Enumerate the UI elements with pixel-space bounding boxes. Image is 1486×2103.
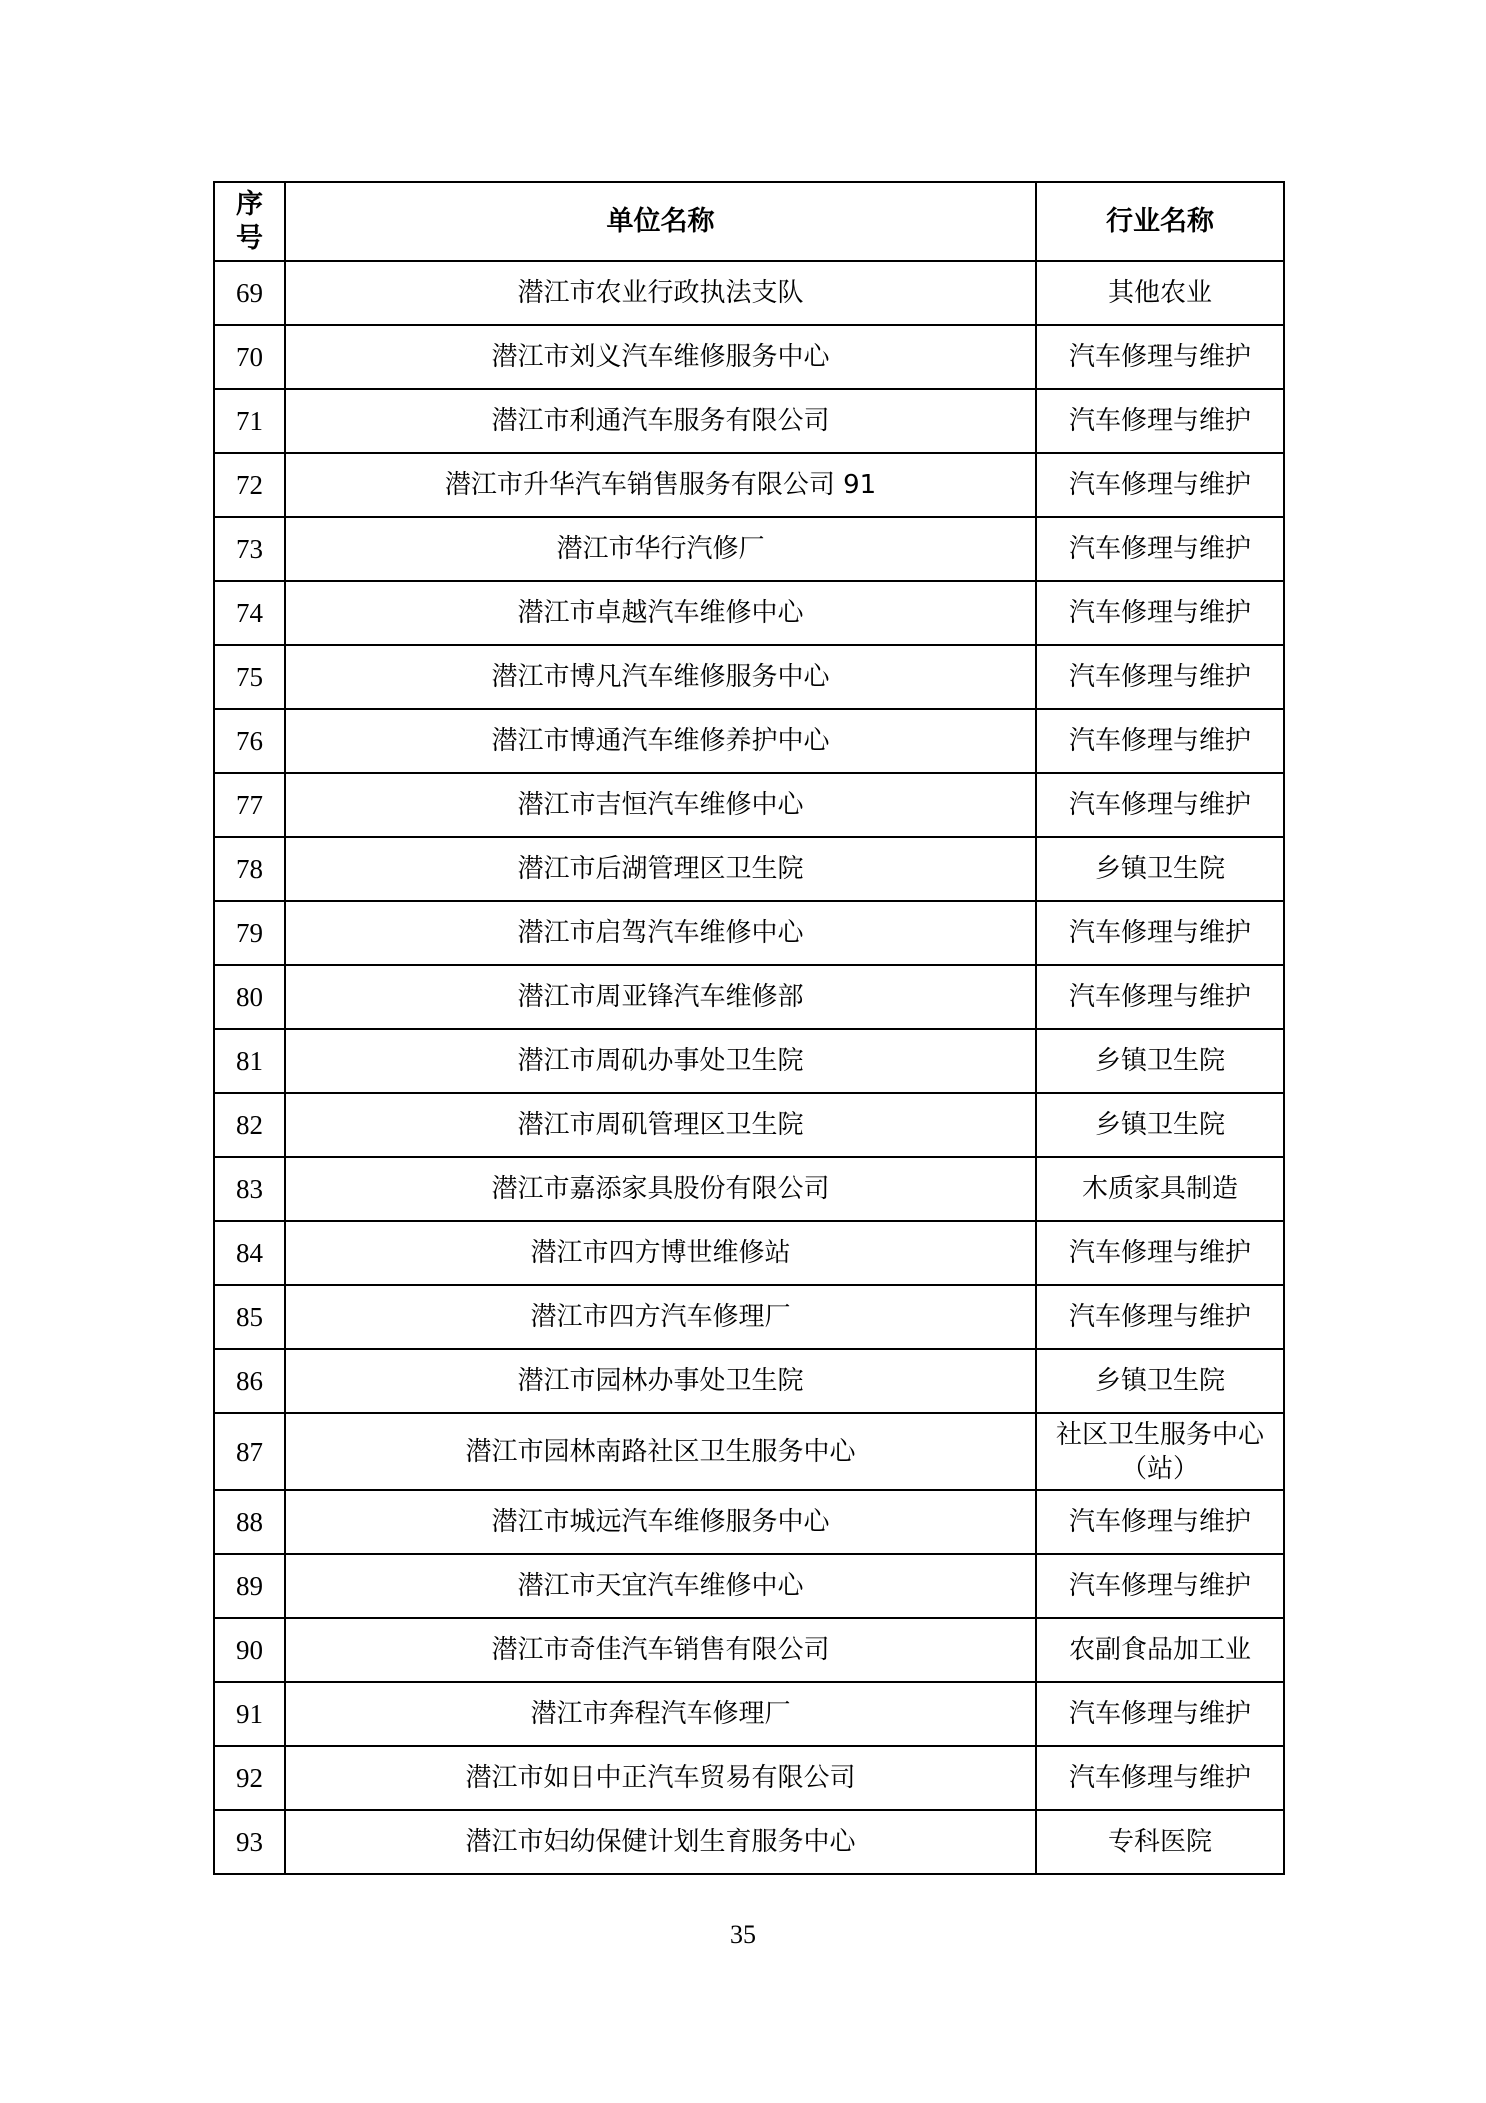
industry-name-cell: 汽车修理与维护 <box>1036 581 1284 645</box>
header-serial-number-label: 序 号 <box>236 188 263 254</box>
industry-name-cell: 农副食品加工业 <box>1036 1618 1284 1682</box>
unit-name-cell: 潜江市刘义汽车维修服务中心 <box>285 325 1036 389</box>
serial-number-cell: 86 <box>214 1349 285 1413</box>
table-row <box>214 645 1284 709</box>
industry-name-cell: 汽车修理与维护 <box>1036 901 1284 965</box>
table-row <box>214 261 1284 325</box>
table-row <box>214 389 1284 453</box>
unit-name-cell: 潜江市吉恒汽车维修中心 <box>285 773 1036 837</box>
industry-name-cell: 汽车修理与维护 <box>1036 1285 1284 1349</box>
table-row <box>214 325 1284 389</box>
serial-number-cell: 91 <box>214 1682 285 1746</box>
table-row <box>214 1618 1284 1682</box>
serial-number-cell: 83 <box>214 1157 285 1221</box>
table-row <box>214 1746 1284 1810</box>
unit-name-cell: 潜江市博凡汽车维修服务中心 <box>285 645 1036 709</box>
table-row <box>214 773 1284 837</box>
unit-name-cell: 潜江市四方博世维修站 <box>285 1221 1036 1285</box>
unit-name-cell: 潜江市升华汽车销售服务有限公司 91 <box>285 453 1036 517</box>
serial-number-cell: 78 <box>214 837 285 901</box>
industry-name-cell: 汽车修理与维护 <box>1036 389 1284 453</box>
unit-name-cell: 潜江市周矶办事处卫生院 <box>285 1029 1036 1093</box>
serial-number-cell: 70 <box>214 325 285 389</box>
unit-name-cell: 潜江市农业行政执法支队 <box>285 261 1036 325</box>
unit-name-cell: 潜江市奇佳汽车销售有限公司 <box>285 1618 1036 1682</box>
unit-name-cell: 潜江市园林办事处卫生院 <box>285 1349 1036 1413</box>
serial-number-cell: 80 <box>214 965 285 1029</box>
header-unit-name: 单位名称 <box>285 182 1036 261</box>
table-row <box>214 517 1284 581</box>
unit-name-cell: 潜江市周亚锋汽车维修部 <box>285 965 1036 1029</box>
industry-name-cell: 汽车修理与维护 <box>1036 965 1284 1029</box>
unit-name-cell: 潜江市四方汽车修理厂 <box>285 1285 1036 1349</box>
header-serial-number <box>214 182 285 261</box>
serial-number-cell: 71 <box>214 389 285 453</box>
unit-name-cell: 潜江市华行汽修厂 <box>285 517 1036 581</box>
industry-name-cell: 汽车修理与维护 <box>1036 1490 1284 1554</box>
table-row <box>214 453 1284 517</box>
industry-name-cell: 社区卫生服务中心（站） <box>1036 1413 1284 1490</box>
serial-number-cell: 72 <box>214 453 285 517</box>
header-row <box>214 182 1284 261</box>
table-row <box>214 1554 1284 1618</box>
unit-name-cell: 潜江市妇幼保健计划生育服务中心 <box>285 1810 1036 1874</box>
unit-name-cell: 潜江市天宜汽车维修中心 <box>285 1554 1036 1618</box>
serial-number-cell: 90 <box>214 1618 285 1682</box>
table-row <box>214 1029 1284 1093</box>
serial-number-cell: 82 <box>214 1093 285 1157</box>
unit-name-cell: 潜江市启驾汽车维修中心 <box>285 901 1036 965</box>
unit-name-cell: 潜江市博通汽车维修养护中心 <box>285 709 1036 773</box>
units-table <box>213 181 1285 1875</box>
industry-name-cell: 木质家具制造 <box>1036 1157 1284 1221</box>
industry-name-cell: 汽车修理与维护 <box>1036 325 1284 389</box>
serial-number-cell: 89 <box>214 1554 285 1618</box>
industry-name-cell: 汽车修理与维护 <box>1036 773 1284 837</box>
serial-number-cell: 73 <box>214 517 285 581</box>
serial-number-cell: 85 <box>214 1285 285 1349</box>
industry-name-cell: 汽车修理与维护 <box>1036 645 1284 709</box>
table-body <box>214 261 1284 1874</box>
table-row <box>214 965 1284 1029</box>
industry-name-cell: 汽车修理与维护 <box>1036 517 1284 581</box>
serial-number-cell: 76 <box>214 709 285 773</box>
serial-number-cell: 74 <box>214 581 285 645</box>
industry-name-cell: 汽车修理与维护 <box>1036 1554 1284 1618</box>
industry-name-cell: 汽车修理与维护 <box>1036 453 1284 517</box>
serial-number-cell: 79 <box>214 901 285 965</box>
table-row <box>214 901 1284 965</box>
industry-name-cell: 乡镇卫生院 <box>1036 1029 1284 1093</box>
table-row <box>214 1682 1284 1746</box>
serial-number-cell: 88 <box>214 1490 285 1554</box>
unit-name-cell: 潜江市城远汽车维修服务中心 <box>285 1490 1036 1554</box>
serial-number-cell: 81 <box>214 1029 285 1093</box>
industry-name-cell: 汽车修理与维护 <box>1036 1221 1284 1285</box>
serial-number-cell: 93 <box>214 1810 285 1874</box>
header-industry-name: 行业名称 <box>1036 182 1284 261</box>
table-row <box>214 1285 1284 1349</box>
table-row <box>214 837 1284 901</box>
serial-number-cell: 75 <box>214 645 285 709</box>
unit-name-cell: 潜江市嘉添家具股份有限公司 <box>285 1157 1036 1221</box>
industry-name-cell: 乡镇卫生院 <box>1036 837 1284 901</box>
unit-name-cell: 潜江市如日中正汽车贸易有限公司 <box>285 1746 1036 1810</box>
serial-number-cell: 92 <box>214 1746 285 1810</box>
serial-number-cell: 87 <box>214 1413 285 1490</box>
table-row <box>214 1490 1284 1554</box>
industry-name-cell: 专科医院 <box>1036 1810 1284 1874</box>
table-row <box>214 1810 1284 1874</box>
unit-name-cell: 潜江市奔程汽车修理厂 <box>285 1682 1036 1746</box>
page-number: 35 <box>730 1920 756 1949</box>
unit-name-cell: 潜江市园林南路社区卫生服务中心 <box>285 1413 1036 1490</box>
industry-name-cell: 汽车修理与维护 <box>1036 1682 1284 1746</box>
industry-name-cell: 汽车修理与维护 <box>1036 709 1284 773</box>
serial-number-cell: 84 <box>214 1221 285 1285</box>
industry-name-cell: 其他农业 <box>1036 261 1284 325</box>
table-row <box>214 1157 1284 1221</box>
table-row <box>214 1413 1284 1490</box>
industry-name-cell: 乡镇卫生院 <box>1036 1349 1284 1413</box>
table-header <box>214 182 1284 261</box>
unit-name-cell: 潜江市利通汽车服务有限公司 <box>285 389 1036 453</box>
industry-name-cell: 汽车修理与维护 <box>1036 1746 1284 1810</box>
unit-name-cell: 潜江市卓越汽车维修中心 <box>285 581 1036 645</box>
serial-number-cell: 69 <box>214 261 285 325</box>
industry-name-cell: 乡镇卫生院 <box>1036 1093 1284 1157</box>
unit-name-cell: 潜江市周矶管理区卫生院 <box>285 1093 1036 1157</box>
serial-number-cell: 77 <box>214 773 285 837</box>
table-row <box>214 1221 1284 1285</box>
unit-name-cell: 潜江市后湖管理区卫生院 <box>285 837 1036 901</box>
table-row <box>214 1349 1284 1413</box>
table-row <box>214 1093 1284 1157</box>
table-row <box>214 709 1284 773</box>
table-row <box>214 581 1284 645</box>
